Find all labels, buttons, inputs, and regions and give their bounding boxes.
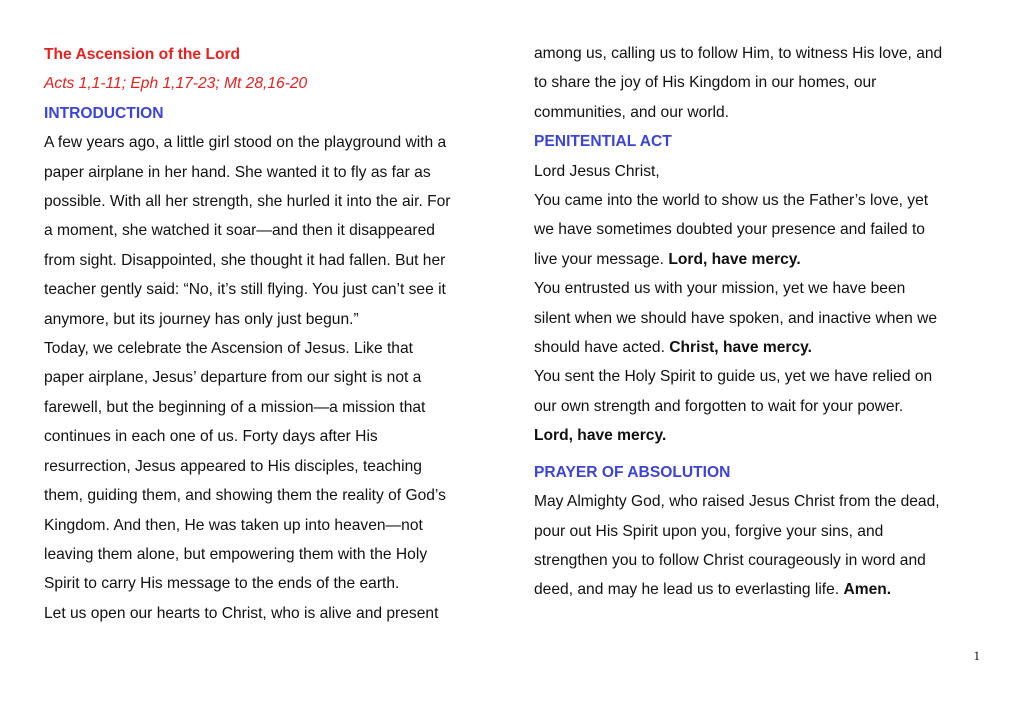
penitential-response: Christ, have mercy. <box>669 339 812 357</box>
absolution-line: pour out His Spirit upon you, forgive your sins, and <box>534 522 884 540</box>
penitential-line: silent when we should have spoken, and inactive when we <box>534 309 938 327</box>
intro-line: teacher gently said: “No, it’s still flying. You just can’t see it <box>44 281 446 299</box>
absolution-line <box>534 575 986 604</box>
readings-reference: Acts 1,1-11; Eph 1,17-23; Mt 28,16-20 <box>44 75 308 93</box>
page-number: 1 <box>973 648 980 663</box>
intro-line: A few years ago, a little girl stood on the playground with a <box>44 134 447 152</box>
intro-line: Kingdom. And then, He was taken up into heaven—not <box>44 516 423 534</box>
penitential-line <box>534 421 986 450</box>
amen: Amen. <box>843 581 892 599</box>
penitential-text: should have acted. <box>534 339 670 357</box>
absolution-line: strengthen you to follow Christ courageously in word and <box>534 551 926 569</box>
penitential-line <box>534 245 986 274</box>
penitential-address: Lord Jesus Christ, <box>534 162 660 180</box>
penitential-response: Lord, have mercy. <box>668 250 801 268</box>
intro-line: them, guiding them, and showing them the reality of God’s <box>44 487 446 505</box>
intro-line: continues in each one of us. Forty days after His <box>44 428 378 446</box>
penitential-line: we have sometimes doubted your presence and failed to <box>534 221 925 239</box>
right-column <box>534 39 986 605</box>
absolution-heading: PRAYER OF ABSOLUTION <box>534 463 731 481</box>
penitential-line: You sent the Holy Spirit to guide us, yet we have relied on <box>534 368 933 386</box>
intro-line: to share the joy of His Kingdom in our homes, our <box>534 74 877 92</box>
penitential-text: live your message. <box>534 250 669 268</box>
intro-line: Spirit to carry His message to the ends of the earth. <box>44 575 400 593</box>
intro-line: possible. With all her strength, she hurled it into the air. For <box>44 193 451 211</box>
intro-line: Today, we celebrate the Ascension of Jesus. Like that <box>44 340 413 358</box>
intro-line: anymore, but its journey has only just begun.” <box>44 310 359 328</box>
absolution-line: May Almighty God, who raised Jesus Christ from the dead, <box>534 493 940 511</box>
left-column <box>44 40 490 628</box>
introduction-heading: INTRODUCTION <box>44 104 164 122</box>
intro-line: resurrection, Jesus appeared to His disciples, teaching <box>44 457 422 475</box>
intro-line: communities, and our world. <box>534 103 730 121</box>
intro-line: among us, calling us to follow Him, to witness His love, and <box>534 45 943 62</box>
page-title: The Ascension of the Lord <box>44 46 241 63</box>
absolution-text: deed, and may he lead us to everlasting life. <box>534 581 844 599</box>
intro-line: farewell, but the beginning of a mission—a mission that <box>44 398 426 416</box>
penitential-line: You came into the world to show us the Father’s love, yet <box>534 192 929 210</box>
intro-line: from sight. Disappointed, she thought it had fallen. But her <box>44 251 446 269</box>
intro-line: Let us open our hearts to Christ, who is alive and present <box>44 604 439 622</box>
intro-line: paper airplane in her hand. She wanted it to fly as far as <box>44 163 431 181</box>
penitential-line <box>534 333 986 362</box>
penitential-line: our own strength and forgotten to wait for your power. <box>534 397 904 415</box>
penitential-line: You entrusted us with your mission, yet we have been <box>534 280 906 298</box>
penitential-act-heading: PENITENTIAL ACT <box>534 133 672 151</box>
intro-line: leaving them alone, but empowering them with the Holy <box>44 545 428 563</box>
intro-line: a moment, she watched it soar—and then it disappeared <box>44 222 435 240</box>
intro-line: paper airplane, Jesus’ departure from our sight is not a <box>44 369 422 387</box>
penitential-response: Lord, have mercy. <box>534 427 667 445</box>
